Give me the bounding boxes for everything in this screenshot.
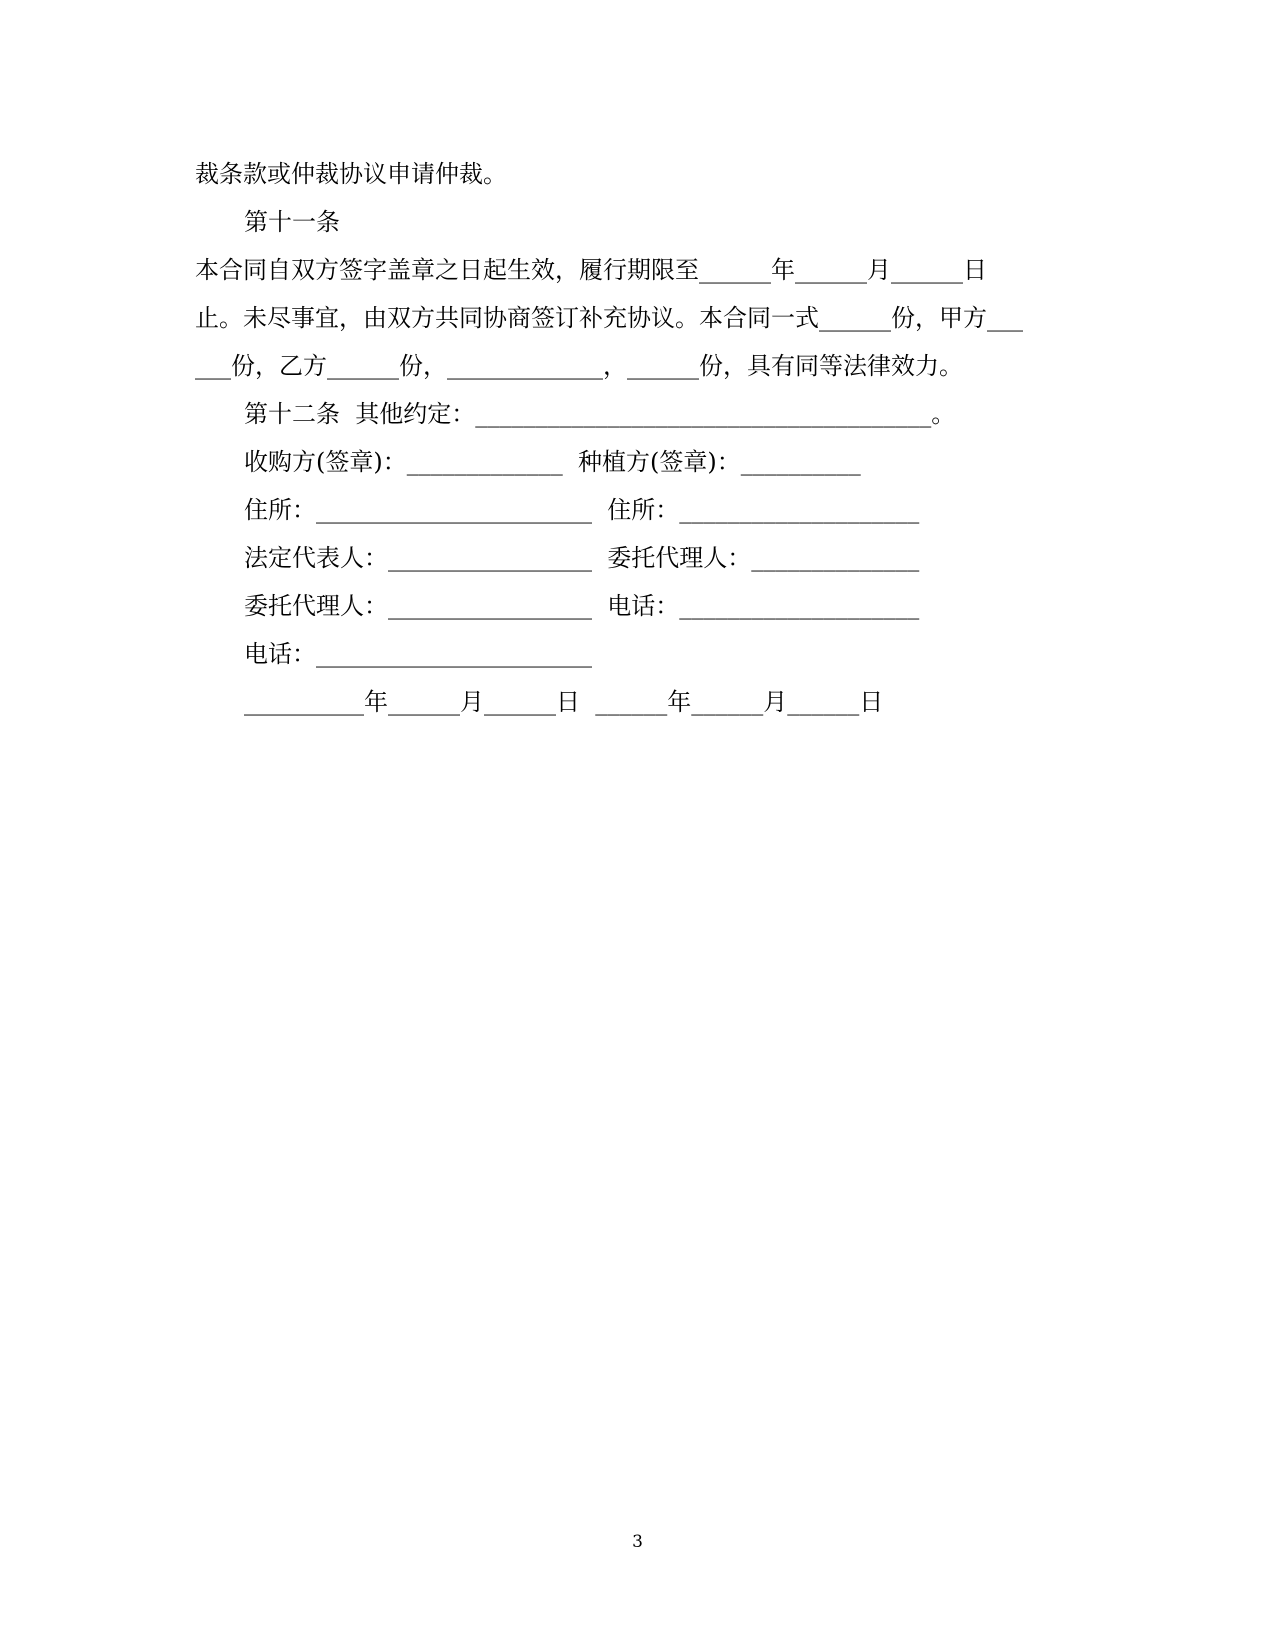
- page-number: 3: [632, 1532, 643, 1552]
- signature-line-address: 住所：_______________________ 住所：____________________: [244, 496, 920, 524]
- article-11-line-1: 本合同自双方签字盖章之日起生效，履行期限至______年______月______日: [195, 256, 987, 284]
- article-11-line-3: ___份，乙方______份，_____________，______份，具有同等法律效力。: [195, 352, 963, 380]
- article-11-line-2: 止。未尽事宜，由双方共同协商签订补充协议。本合同一式______份，甲方___: [195, 304, 1023, 332]
- signature-line-legal-rep: 法定代表人：_________________ 委托代理人：______________: [244, 544, 920, 572]
- arbitration-clause-end: 裁条款或仲裁协议申请仲裁。: [195, 160, 507, 188]
- signature-line-dates: __________年______月______日 ______年______月______日: [244, 688, 884, 716]
- article-11-heading: 第十一条: [244, 208, 340, 236]
- article-12-other-terms: 第十二条 其他约定：______________________________________。: [244, 400, 956, 428]
- signature-line-parties: 收购方(签章)：_____________ 种植方(签章)：__________: [244, 448, 861, 476]
- signature-line-agent-phone: 委托代理人：_________________ 电话：____________________: [244, 592, 920, 620]
- signature-line-phone: 电话：_______________________: [244, 640, 592, 668]
